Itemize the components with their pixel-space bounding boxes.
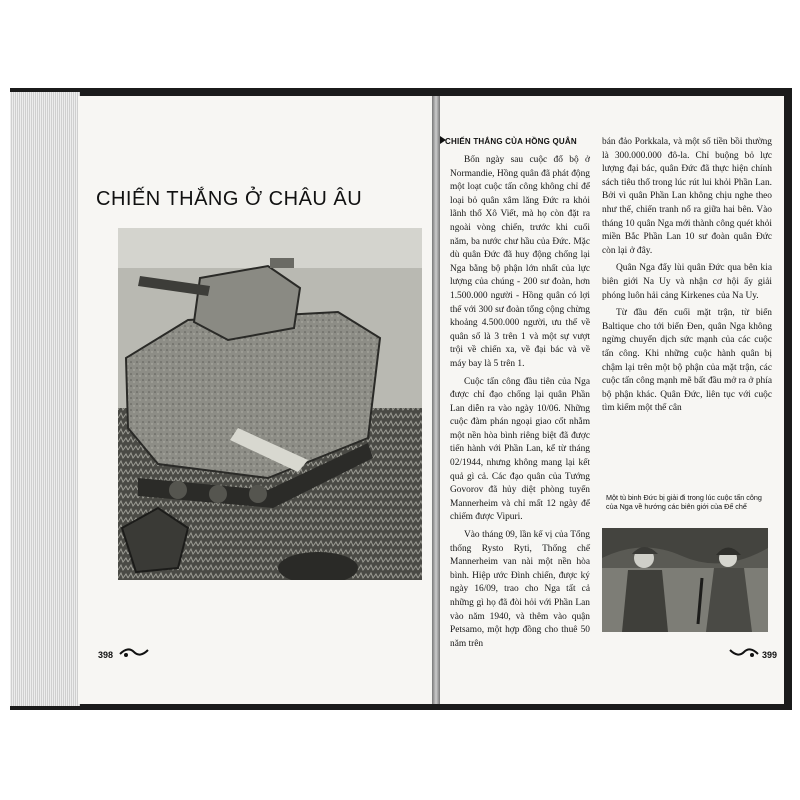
text-column-2 — [602, 136, 772, 420]
book-gutter — [432, 96, 440, 704]
running-header: CHIẾN THẮNG CỦA HỒNG QUÂN — [445, 137, 577, 146]
text-column-1 — [450, 154, 590, 655]
prisoner-photo — [602, 528, 768, 632]
paragraph: Quân Nga đẩy lùi quân Đức qua bên kia biên giới Na Uy và nhận cơ hội ấy giải phóng luôn hải cảng Kirkenes của Na Uy. — [602, 263, 772, 301]
paragraph: Cuộc tấn công đầu tiên của Nga được chỉ đạo chống lại quân Phần Lan diễn ra vào ngày 10/06. Những cuộc đàm phán ngoại giao cốt nhằm một nền hòa bình riêng biệt đã được tiến hành với Phần Lan, kể từ tháng 02/1944, nhưng không mang lại kết quả gì cả. Các đạo quân của Tướng Govorov đã hủy diệt phòng tuyến Mannerheim và chỉ mất 12 ngày để chiếm được Vipuri. — [450, 376, 590, 523]
page-edges — [10, 92, 80, 706]
page-number-right: 399 — [762, 650, 778, 660]
chapter-title: CHIẾN THẮNG Ở CHÂU ÂU — [96, 188, 363, 210]
tank-illustration — [118, 228, 422, 580]
photo-caption: Một tù binh Đức bị giải đi trong lúc cuộc tấn công của Nga về hướng các biên giới của Đế chế — [606, 493, 762, 511]
paragraph: Vào tháng 09, lần kế vị của Tổng thống Rysto Ryti, Thống chế Mannerheim van nài một nền hòa bình. Hiệp ước Đình chiến, được ký ngày 16/09, trao cho Nga tất cả những gì họ đã đòi hỏi với Phần Lan vào năm 1940, và thêm vào quận Petsamo, một hợp đồng cho thuê 50 năm trên — [450, 530, 590, 649]
ornament-right-icon — [728, 646, 760, 660]
ornament-left-icon — [118, 646, 150, 660]
page-number-left: 398 — [98, 650, 114, 660]
tank-photo — [118, 228, 422, 580]
paragraph: bán đảo Porkkala, và một số tiền bồi thường là 300.000.000 đô-la. Chỉ buộng bỏ lực lượng đại bác, quân Đức đã thực hiện chính sách tiêu thổ trong lúc rút lui khỏi Phần Lan. Bởi vì quân Phần Lan không chịu nghe theo như thế, chiến tranh nổ ra giữa hai bên. Vào tháng 10 quân Nga mới thành công quét khỏi miền Bắc Phần Lan 10 sư đoàn quân Đức còn lại ở đây. — [602, 137, 772, 256]
soldiers-illustration — [602, 528, 768, 632]
paragraph: Bốn ngày sau cuộc đổ bộ ở Normandie, Hồng quân đã phát động một loạt cuộc tấn công không chỉ để loại bỏ quân xâm lăng Đức ra khỏi lãnh thổ Xô Viết, mà họ còn đặt ra ngoài vòng chiến, trước khi cuối năm, ba nước chư hầu của Đức. Mặc dù quân Đức đã huy động chống lại Nga bằng bộ phận lớn nhất của lực lượng của chúng - 200 sư đoàn, hơn 1.500.000 người - Hồng quân có lợi thế với 300 sư đoàn tổng cộng chừng khoảng 4.500.000 người, ưu thế về quân số là 3 trên 1 và một sự vượt trội về chiến xa, về đại bác và về máy bay là 5 trên 1. — [450, 155, 590, 369]
paragraph: Từ đầu đến cuối mặt trận, từ biển Baltique cho tới biển Đen, quân Nga không ngừng chuyển dịch sức mạnh của các cuộc tấn công. Khi những cuộc hành quân bị chậm lại trên một bộ phận của mặt trận, các cuộc tấn công mạnh mẽ bất đầu mở ra ở phía bộ phận khác. Quân Đức, liên tục với cuộc tìm kiếm một thế cân — [602, 308, 772, 414]
